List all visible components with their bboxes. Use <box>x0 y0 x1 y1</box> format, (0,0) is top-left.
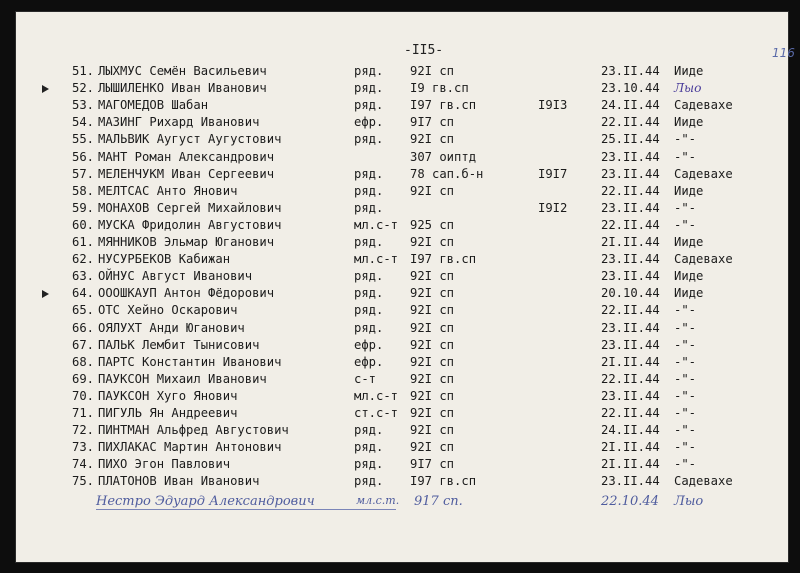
table-row <box>16 440 788 457</box>
table-row <box>16 201 788 218</box>
cell-name: ПАЛЬК Лембит Тынисович <box>98 337 260 352</box>
table-row <box>16 132 788 149</box>
cell-unit: 92I сп <box>410 269 455 284</box>
cell-unit: I97 гв.сп <box>410 474 477 489</box>
cell-unit: 92I сп <box>410 371 455 386</box>
cell-unit: 92I сп <box>410 423 455 438</box>
table-row <box>16 64 788 81</box>
cell-date: 23.10.44 <box>601 81 660 96</box>
cell-unit: 307 оиптд <box>410 149 477 164</box>
table-row <box>16 457 788 474</box>
cell-rank: ряд. <box>354 474 384 489</box>
cell-rank: ряд. <box>354 423 384 438</box>
cell-no: 61. <box>71 235 94 249</box>
cell-unit: 92I сп <box>410 354 455 369</box>
cell-date: 2I.II.44 <box>601 457 660 472</box>
cell-name: ОООШКАУП Антон Фёдорович <box>98 286 275 301</box>
cell-rank: ст.с-т <box>354 406 399 420</box>
cell-unit: 9I7 сп <box>410 115 455 130</box>
cell-place: Садевахе <box>674 252 733 267</box>
cell-place: Садевахе <box>674 98 733 113</box>
cell-date: 23.II.44 <box>601 320 660 335</box>
cell-unit: 92I сп <box>410 440 455 455</box>
cell-rank: ряд. <box>354 98 384 113</box>
cell-rank: ефр. <box>354 337 384 352</box>
document-page <box>16 12 795 562</box>
cell-name: ПИГУЛЬ Ян Андреевич <box>98 406 238 420</box>
table-row <box>16 184 788 201</box>
cell-unit: 78 сап.б-н <box>410 166 484 181</box>
cell-date: 22.II.44 <box>601 183 660 198</box>
cell-no: 51. <box>71 64 94 78</box>
cell-date: 20.10.44 <box>601 286 660 301</box>
cell-name: МУСКА Фридолин Августович <box>98 217 282 232</box>
table-row <box>16 338 788 355</box>
cell-place: -"- <box>674 200 697 215</box>
cell-rank: ряд. <box>354 183 384 198</box>
cell-date: 23.II.44 <box>601 149 660 164</box>
cell-unit: I97 гв.сп <box>410 98 477 113</box>
cell-unit: 9I7 сп <box>410 457 455 472</box>
cell-date: 23.II.44 <box>601 166 660 181</box>
cell-place: -"- <box>674 423 697 438</box>
cell-place: Садевахе <box>674 166 733 181</box>
handwritten-entry <box>16 494 788 516</box>
cell-no: 62. <box>71 252 94 267</box>
handwritten-place: Лыо <box>674 494 704 509</box>
table-row <box>16 218 788 235</box>
cell-date: 23.II.44 <box>601 388 660 403</box>
cell-no: 74. <box>71 457 94 472</box>
cell-name: ЛЫШИЛЕНКО Иван Иванович <box>98 81 267 96</box>
cell-rank: ряд. <box>354 286 384 301</box>
cell-place: Иидe <box>674 183 704 198</box>
cell-name: ПЛАТОНОВ Иван Иванович <box>98 474 260 489</box>
cell-name: ПИХЛАКАС Мартин Антонович <box>98 440 282 455</box>
cell-name: МОНАХОВ Сергей Михайлович <box>98 200 282 215</box>
handwritten-name: Нестро Эдуард Александрович <box>96 494 315 509</box>
cell-date: 2I.II.44 <box>601 440 660 455</box>
cell-date: 23.II.44 <box>601 474 660 489</box>
cell-no: 60. <box>71 217 94 232</box>
cell-name: ЛЫХМУС Семён Васильевич <box>98 64 267 78</box>
table-row <box>16 150 788 167</box>
cell-year: I9I7 <box>538 166 568 181</box>
cell-place: Иидe <box>674 269 704 284</box>
cell-unit: 925 сп <box>410 217 455 232</box>
cell-date: 22.II.44 <box>601 217 660 232</box>
handwritten-unit: 917 сп. <box>414 494 463 509</box>
cell-name: ПАУКСОН Михаил Иванович <box>98 371 267 386</box>
cell-date: 22.II.44 <box>601 406 660 420</box>
handwritten-rank: мл.с.т. <box>356 494 400 507</box>
cell-name: МАНТ Роман Александрович <box>98 149 275 164</box>
cell-name: МЕЛТСАС Анто Янович <box>98 183 238 198</box>
cell-place: -"- <box>674 388 697 403</box>
cell-no: 69. <box>71 371 94 386</box>
cell-place: -"- <box>674 217 697 232</box>
cell-name: НУСУРБЕКОВ Кабижан <box>98 252 231 267</box>
cell-rank: с-т <box>354 371 377 386</box>
cell-no: 75. <box>71 474 94 489</box>
table-row <box>16 286 788 303</box>
cell-year: I9I3 <box>538 98 568 113</box>
cell-rank: мл.с-т <box>354 217 399 232</box>
cell-name: ПИНТМАН Альфред Августович <box>98 423 289 438</box>
cell-no: 58. <box>71 183 94 198</box>
cell-place: -"- <box>674 320 697 335</box>
cell-unit: 92I сп <box>410 235 455 249</box>
cell-no: 53. <box>71 98 94 113</box>
cell-unit: 92I сп <box>410 183 455 198</box>
cell-no: 55. <box>71 132 94 147</box>
cell-name: МЯННИКОВ Эльмар Юганович <box>98 235 275 249</box>
cell-place: Иидe <box>674 64 704 78</box>
cell-name: МАЛЬВИК Аугуст Аугустович <box>98 132 282 147</box>
cell-place: Иидe <box>674 115 704 130</box>
cell-no: 68. <box>71 354 94 369</box>
cell-date: 2I.II.44 <box>601 354 660 369</box>
cell-name: ПАРТС Константин Иванович <box>98 354 282 369</box>
cell-place: -"- <box>674 303 697 318</box>
cell-rank: ефр. <box>354 354 384 369</box>
cell-name: ПАУКСОН Хуго Янович <box>98 388 238 403</box>
table-row <box>16 81 788 98</box>
table-row <box>16 321 788 338</box>
cell-date: 23.II.44 <box>601 64 660 78</box>
cell-date: 22.II.44 <box>601 303 660 318</box>
cell-rank: мл.с-т <box>354 252 399 267</box>
cell-no: 56. <box>71 149 94 164</box>
table-row <box>16 423 788 440</box>
cell-rank: ряд. <box>354 440 384 455</box>
cell-name: ОТС Хейно Оскарович <box>98 303 238 318</box>
table-row <box>16 98 788 115</box>
table-row <box>16 474 788 491</box>
cell-date: 23.II.44 <box>601 200 660 215</box>
cell-unit: 92I сп <box>410 132 455 147</box>
cell-no: 66. <box>71 320 94 335</box>
cell-no: 52. <box>71 81 94 96</box>
cell-rank: ряд. <box>354 81 384 96</box>
cell-no: 64. <box>71 286 94 301</box>
cell-no: 63. <box>71 269 94 284</box>
cell-name: ПИХО Эгон Павлович <box>98 457 231 472</box>
cell-rank: ряд. <box>354 166 384 181</box>
cell-no: 72. <box>71 423 94 438</box>
cell-date: 23.II.44 <box>601 269 660 284</box>
cell-name: МЕЛЕНЧУКМ Иван Сергеевич <box>98 166 275 181</box>
cell-rank: ряд. <box>354 132 384 147</box>
table-row <box>16 167 788 184</box>
cell-no: 59. <box>71 200 94 215</box>
cell-place: -"- <box>674 132 697 147</box>
cell-unit: 92I сп <box>410 64 455 78</box>
margin-mark-icon <box>42 290 49 298</box>
table-row <box>16 372 788 389</box>
cell-no: 65. <box>71 303 94 318</box>
cell-no: 67. <box>71 337 94 352</box>
cell-no: 73. <box>71 440 94 455</box>
cell-no: 70. <box>71 388 94 403</box>
cell-date: 23.II.44 <box>601 252 660 267</box>
cell-no: 71. <box>71 406 94 420</box>
cell-date: 25.II.44 <box>601 132 660 147</box>
cell-no: 54. <box>71 115 94 130</box>
table-row <box>16 252 788 269</box>
cell-unit: 92I сп <box>410 303 455 318</box>
cell-unit: I97 гв.сп <box>410 252 477 267</box>
table-row <box>16 303 788 320</box>
cell-year: I9I2 <box>538 200 568 215</box>
cell-rank: ряд. <box>354 200 384 215</box>
cell-rank: ряд. <box>354 457 384 472</box>
cell-rank: ефр. <box>354 115 384 130</box>
cell-date: 22.II.44 <box>601 371 660 386</box>
cell-place: -"- <box>674 371 697 386</box>
cell-name: МАГОМЕДОВ Шабан <box>98 98 209 113</box>
cell-place: -"- <box>674 457 697 472</box>
cell-date: 2I.II.44 <box>601 235 660 249</box>
cell-date: 23.II.44 <box>601 337 660 352</box>
cell-rank: ряд. <box>354 269 384 284</box>
page-number: -II5- <box>404 43 444 58</box>
cell-place: Лыо <box>674 81 702 96</box>
cell-date: 22.II.44 <box>601 115 660 130</box>
cell-place: Иидe <box>674 286 704 301</box>
archive-page-note: 116 <box>772 46 795 60</box>
margin-mark-icon <box>42 85 49 93</box>
cell-place: -"- <box>674 440 697 455</box>
cell-rank: ряд. <box>354 235 384 249</box>
cell-place: -"- <box>674 354 697 369</box>
table-row <box>16 355 788 372</box>
table-row <box>16 406 788 423</box>
cell-place: Иидe <box>674 235 704 249</box>
cell-name: МАЗИНГ Рихард Иванович <box>98 115 260 130</box>
cell-unit: 92I сп <box>410 337 455 352</box>
table-row <box>16 269 788 286</box>
cell-date: 24.II.44 <box>601 98 660 113</box>
cell-name: ОЙНУС Август Иванович <box>98 269 253 284</box>
table-row <box>16 115 788 132</box>
cell-place: -"- <box>674 337 697 352</box>
cell-unit: 92I сп <box>410 320 455 335</box>
cell-place: Садевахе <box>674 474 733 489</box>
handwritten-date: 22.10.44 <box>601 494 659 509</box>
cell-unit: 92I сп <box>410 286 455 301</box>
cell-no: 57. <box>71 166 94 181</box>
cell-rank: ряд. <box>354 320 384 335</box>
table-row <box>16 389 788 406</box>
table-row <box>16 235 788 252</box>
cell-unit: 92I сп <box>410 388 455 403</box>
cell-unit: 92I сп <box>410 406 455 420</box>
handwritten-underline <box>96 509 396 510</box>
cell-date: 24.II.44 <box>601 423 660 438</box>
cell-place: -"- <box>674 406 697 420</box>
cell-name: ОЯЛУХТ Анди Юганович <box>98 320 245 335</box>
cell-unit: I9 гв.сп <box>410 81 469 96</box>
cell-place: -"- <box>674 149 697 164</box>
cell-rank: ряд. <box>354 64 384 78</box>
cell-rank: ряд. <box>354 303 384 318</box>
cell-rank: мл.с-т <box>354 388 399 403</box>
